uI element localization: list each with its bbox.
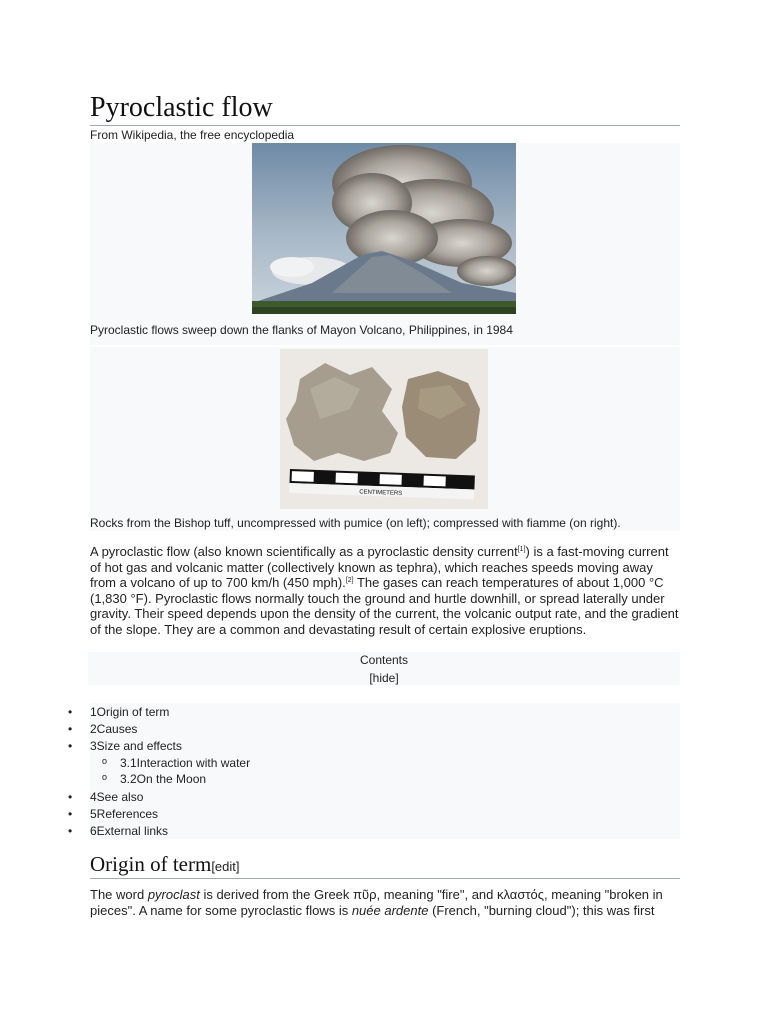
bullet: • [68, 824, 73, 838]
scale-label: CENTIMETERS [359, 489, 403, 497]
site-tagline: From Wikipedia, the free encyclopedia [90, 128, 295, 142]
toc-item[interactable]: • 2Causes [68, 722, 138, 736]
toc-title: Contents [359, 653, 409, 667]
rocks-photo[interactable] [280, 349, 488, 509]
toc-subitem[interactable]: o 3.1Interaction with water [102, 756, 251, 770]
section-paragraph: The word pyroclast is derived from the Greek πῦρ, meaning "fire", and κλαστός, meaning "broken in pieces". A name for some pyroclastic flows is nuée ardente (French, "burning cloud"); this was first [90, 887, 663, 918]
toc-subitem[interactable]: o 3.2On the Moon [102, 772, 207, 786]
toc-item[interactable]: • 4See also [68, 790, 144, 804]
toc-item[interactable]: • 5References [68, 807, 159, 821]
toc-header [88, 652, 680, 685]
edit-link[interactable]: [edit] [211, 859, 240, 874]
bullet: o [102, 756, 108, 766]
figure-caption: Pyroclastic flows sweep down the flanks of Mayon Volcano, Philippines, in 1984 [90, 323, 513, 337]
toc-list [68, 703, 680, 839]
bullet: o [102, 772, 108, 782]
bullet: • [68, 722, 73, 736]
toc-item[interactable]: • 3Size and effects [68, 739, 182, 753]
section-heading [90, 852, 680, 879]
figure-caption: Rocks from the Bishop tuff, uncompressed with pumice (on left); compressed with fiamme (on right). [90, 516, 621, 530]
bullet: • [68, 705, 73, 719]
section-title: Origin of term [90, 852, 212, 876]
volcano-photo[interactable] [252, 143, 516, 314]
figure-rocks [90, 347, 680, 531]
page-title: Pyroclastic flow [90, 90, 680, 126]
toc-item[interactable]: • 1Origin of term [68, 705, 170, 719]
bullet: • [68, 807, 73, 821]
figure-volcano [90, 143, 680, 345]
bullet: • [68, 790, 73, 804]
toc-hide-toggle[interactable]: [hide] [369, 671, 399, 685]
citation-link[interactable]: [1] [517, 546, 526, 553]
intro-paragraph: A pyroclastic flow (also known scientifically as a pyroclastic density current[1]) is a fast-moving current of hot gas and volcanic matter (collectively known as tephra), which reaches speeds moving away from a volcano of up to 700 km/h (450 mph).[2] The gases can reach temperatures of about 1,000 °C (1,830 °F). Pyroclastic flows normally touch the ground and hurtle downhill, or spread laterally under gravity. Their speed depends upon the density of the current, the volcanic output rate, and the gradient of the slope. They are a common and devastating result of certain explosive eruptions. [90, 544, 679, 637]
citation-link[interactable]: [2] [345, 577, 354, 585]
bullet: • [68, 739, 73, 753]
toc-item[interactable]: • 6External links [68, 824, 169, 838]
